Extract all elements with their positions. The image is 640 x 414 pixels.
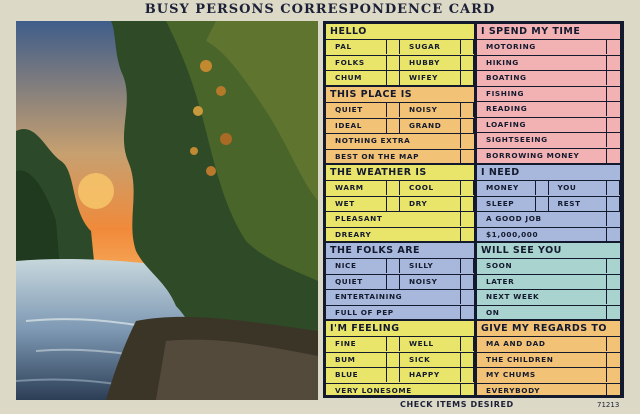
section-header: THE FOLKS ARE — [326, 243, 474, 258]
section-im-feeling — [326, 321, 474, 395]
checkbox[interactable] — [386, 259, 400, 273]
option-very-lonesome[interactable]: VERY LONESOME — [335, 385, 412, 395]
section-header: THIS PLACE IS — [326, 87, 474, 102]
checkbox[interactable] — [460, 306, 474, 320]
option-dry[interactable]: DRY — [409, 198, 428, 208]
checkbox[interactable] — [606, 337, 620, 351]
option-my-chums[interactable]: MY CHUMS — [486, 370, 536, 379]
checkbox[interactable] — [460, 71, 474, 85]
checkbox[interactable] — [606, 149, 620, 163]
checkbox[interactable] — [460, 212, 474, 226]
checkbox[interactable] — [606, 118, 620, 132]
checkbox[interactable] — [460, 40, 474, 54]
checkbox[interactable] — [606, 56, 620, 70]
option-best-on-the-map[interactable]: BEST ON THE MAP — [335, 151, 420, 161]
option-sightseeing[interactable]: SIGHTSEEING — [486, 135, 548, 144]
checkbox[interactable] — [460, 197, 474, 211]
option-reading[interactable]: READING — [486, 104, 528, 113]
option-everybody[interactable]: EVERYBODY — [486, 385, 541, 395]
option-sugar[interactable]: SUGAR — [409, 42, 441, 51]
option-rest[interactable]: REST — [557, 198, 581, 208]
option-nothing-extra[interactable]: NOTHING EXTRA — [335, 136, 411, 145]
checkbox[interactable] — [460, 259, 474, 273]
option-motoring[interactable]: MOTORING — [486, 42, 536, 51]
section-header: THE WEATHER IS — [326, 165, 474, 180]
checkbox[interactable] — [386, 275, 400, 289]
checkbox[interactable] — [606, 87, 620, 101]
option-borrowing-money[interactable]: BORROWING MONEY — [486, 150, 580, 160]
section-will-see-you — [477, 243, 620, 319]
option-bum[interactable]: BUM — [335, 354, 356, 364]
checkbox[interactable] — [460, 134, 474, 148]
option-well[interactable]: WELL — [409, 339, 434, 348]
checkbox[interactable] — [606, 306, 620, 320]
option-later[interactable]: LATER — [486, 276, 515, 286]
checkbox[interactable] — [386, 353, 400, 367]
checkbox[interactable] — [606, 71, 620, 85]
checkbox[interactable] — [460, 290, 474, 304]
section-header: I SPEND MY TIME — [477, 24, 620, 39]
option-nice[interactable]: NICE — [335, 261, 357, 270]
option-entertaining[interactable]: ENTERTAINING — [335, 292, 403, 301]
checkbox[interactable] — [460, 56, 474, 70]
option-quiet[interactable]: QUIET — [335, 105, 363, 114]
section-the-folks-are — [326, 243, 474, 319]
checkbox[interactable] — [535, 197, 549, 211]
option-blue[interactable]: BLUE — [335, 370, 359, 379]
option-sleep[interactable]: SLEEP — [486, 198, 515, 208]
checkbox[interactable] — [460, 337, 474, 351]
checkbox[interactable] — [606, 102, 620, 116]
section-i-spend-my-time — [477, 24, 620, 163]
option-full-of-pep[interactable]: FULL OF PEP — [335, 307, 394, 317]
river-sunset-illustration — [16, 21, 318, 400]
option-happy[interactable]: HAPPY — [409, 370, 440, 379]
section-hello — [326, 24, 474, 85]
checkbox[interactable] — [606, 212, 620, 226]
checkbox[interactable] — [606, 133, 620, 147]
checkbox[interactable] — [386, 368, 400, 382]
checkbox[interactable] — [606, 353, 620, 367]
section-header: WILL SEE YOU — [477, 243, 620, 258]
option-a-good-job[interactable]: A GOOD JOB — [486, 214, 542, 223]
option-on[interactable]: ON — [486, 307, 500, 317]
checkbox[interactable] — [386, 337, 400, 351]
section-header: I NEED — [477, 165, 620, 180]
checkbox[interactable] — [460, 368, 474, 382]
section-give-my-regards-to — [477, 321, 620, 395]
option-quiet[interactable]: QUIET — [335, 276, 363, 286]
option-grand[interactable]: GRAND — [409, 120, 442, 130]
option-noisy[interactable]: NOISY — [409, 276, 438, 286]
option-1-000-000[interactable]: $1,000,000 — [486, 229, 539, 239]
checkbox[interactable] — [460, 150, 474, 164]
checkbox[interactable] — [606, 275, 620, 289]
option-you[interactable]: YOU — [557, 183, 577, 192]
card-code: 71213 — [597, 401, 620, 409]
section-header: HELLO — [326, 24, 474, 39]
checkbox[interactable] — [535, 181, 549, 195]
option-cool[interactable]: COOL — [409, 183, 434, 192]
option-warm[interactable]: WARM — [335, 183, 364, 192]
option-folks[interactable]: FOLKS — [335, 57, 365, 67]
checkbox[interactable] — [606, 259, 620, 273]
footer-instruction: CHECK ITEMS DESIRED — [400, 400, 514, 409]
checkbox[interactable] — [606, 40, 620, 54]
option-pal[interactable]: PAL — [335, 42, 352, 51]
checkbox[interactable] — [386, 56, 400, 70]
option-hubby[interactable]: HUBBY — [409, 57, 441, 67]
checkbox[interactable] — [460, 275, 474, 289]
option-ideal[interactable]: IDEAL — [335, 120, 363, 130]
option-pleasant[interactable]: PLEASANT — [335, 214, 383, 223]
card-title: BUSY PERSONS CORRESPONDENCE CARD — [144, 2, 496, 17]
checkbox[interactable] — [460, 384, 474, 398]
checkbox[interactable] — [606, 290, 620, 304]
option-dreary[interactable]: DREARY — [335, 229, 372, 239]
checkbox[interactable] — [606, 181, 620, 195]
section-the-weather-is — [326, 165, 474, 241]
option-sick[interactable]: SICK — [409, 354, 431, 364]
option-the-children[interactable]: THE CHILDREN — [486, 354, 554, 364]
checkbox[interactable] — [386, 103, 400, 117]
option-wifey[interactable]: WIFEY — [409, 73, 439, 82]
checkbox[interactable] — [606, 197, 620, 211]
checkbox[interactable] — [460, 119, 474, 133]
checkbox[interactable] — [386, 40, 400, 54]
option-ma-and-dad[interactable]: MA AND DAD — [486, 339, 546, 348]
option-boating[interactable]: BOATING — [486, 73, 527, 82]
option-loafing[interactable]: LOAFING — [486, 119, 527, 129]
checkbox[interactable] — [386, 197, 400, 211]
section-this-place-is — [326, 87, 474, 163]
checkbox[interactable] — [606, 368, 620, 382]
checkbox[interactable] — [606, 228, 620, 242]
option-fine[interactable]: FINE — [335, 339, 357, 348]
checkbox[interactable] — [386, 119, 400, 133]
option-chum[interactable]: CHUM — [335, 73, 363, 82]
checkbox[interactable] — [460, 353, 474, 367]
checkbox[interactable] — [460, 181, 474, 195]
section-header: GIVE MY REGARDS TO — [477, 321, 620, 336]
checkbox[interactable] — [460, 228, 474, 242]
checkbox[interactable] — [386, 71, 400, 85]
option-noisy[interactable]: NOISY — [409, 105, 438, 114]
option-soon[interactable]: SOON — [486, 261, 513, 270]
option-hiking[interactable]: HIKING — [486, 57, 519, 67]
section-header: I'M FEELING — [326, 321, 474, 336]
checkbox[interactable] — [386, 181, 400, 195]
option-next-week[interactable]: NEXT WEEK — [486, 292, 540, 301]
option-money[interactable]: MONEY — [486, 183, 519, 192]
option-wet[interactable]: WET — [335, 198, 355, 208]
checkbox[interactable] — [460, 103, 474, 117]
checkbox[interactable] — [606, 384, 620, 398]
option-fishing[interactable]: FISHING — [486, 88, 525, 98]
checklist-grid — [323, 21, 624, 398]
section-i-need — [477, 165, 620, 241]
option-silly[interactable]: SILLY — [409, 261, 434, 270]
